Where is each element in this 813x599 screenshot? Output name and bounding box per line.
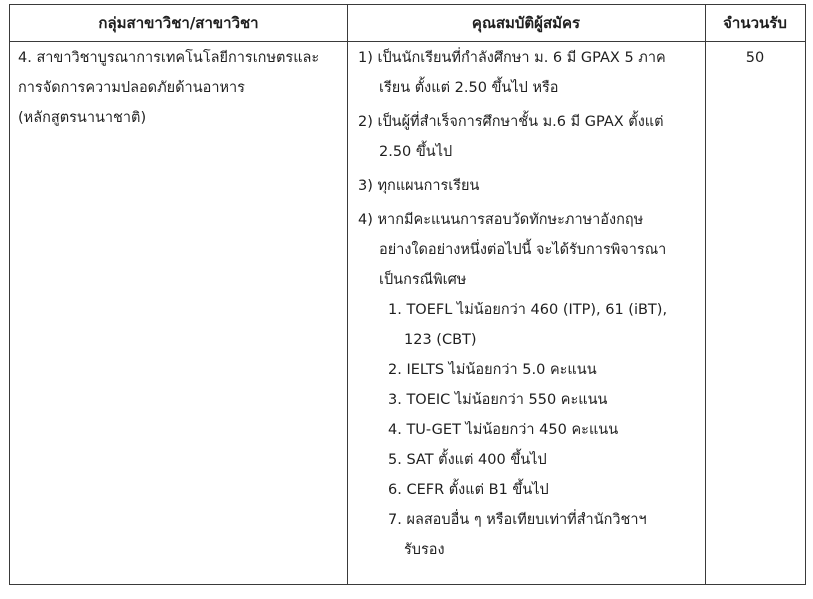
header-qualifications: คุณสมบัติผู้สมัคร (471, 14, 581, 32)
test-item-5: 5. SAT ตั้งแต่ 400 ขึ้นไป (388, 452, 547, 468)
qualification-item-4-cont: อย่างใดอย่างหนึ่งต่อไปนี้ จะได้รับการพิจารณา (379, 242, 667, 258)
program-line: 4. สาขาวิชาบูรณาการเทคโนโลยีการเกษตรและ (18, 50, 320, 66)
program-line: การจัดการความปลอดภัยด้านอาหาร (18, 80, 245, 96)
qualification-item-2-cont: 2.50 ขึ้นไป (379, 144, 453, 160)
quota-cell: 50 (745, 50, 765, 66)
qualification-item-4: 4) หากมีคะแนนการสอบวัดทักษะภาษาอังกฤษ (358, 212, 644, 228)
test-item-2: 2. IELTS ไม่น้อยกว่า 5.0 คะแนน (388, 362, 597, 378)
test-item-7-cont: รับรอง (404, 542, 445, 558)
qualification-item-1: 1) เป็นนักเรียนที่กำลังศึกษา ม. 6 มี GPAX 5 ภาค (358, 50, 666, 66)
header-divider (10, 41, 805, 42)
qualification-item-4-cont: เป็นกรณีพิเศษ (379, 272, 467, 288)
qualification-item-2: 2) เป็นผู้ที่สำเร็จการศึกษาชั้น ม.6 มี GPAX ตั้งแต่ (358, 114, 664, 130)
column-divider-1 (347, 5, 348, 584)
qualifications-cell (358, 43, 703, 565)
program-line: (หลักสูตรนานาชาติ) (18, 110, 147, 126)
program-cell (18, 43, 344, 133)
test-item-6: 6. CEFR ตั้งแต่ B1 ขึ้นไป (388, 482, 549, 498)
test-item-1-cont: 123 (CBT) (404, 332, 477, 348)
qualification-item-3: 3) ทุกแผนการเรียน (358, 178, 480, 194)
column-divider-2 (705, 5, 706, 584)
qualification-table (9, 4, 806, 585)
header-quota: จำนวนรับ (723, 14, 787, 32)
test-item-1: 1. TOEFL ไม่น้อยกว่า 460 (ITP), 61 (iBT), (388, 302, 668, 318)
test-item-7: 7. ผลสอบอื่น ๆ หรือเทียบเท่าที่สำนักวิชาฯ (388, 512, 647, 528)
test-item-4: 4. TU-GET ไม่น้อยกว่า 450 คะแนน (388, 422, 619, 438)
qualification-item-1-cont: เรียน ตั้งแต่ 2.50 ขึ้นไป หรือ (379, 80, 559, 96)
header-program: กลุ่มสาขาวิชา/สาขาวิชา (98, 14, 259, 32)
test-item-3: 3. TOEIC ไม่น้อยกว่า 550 คะแนน (388, 392, 608, 408)
